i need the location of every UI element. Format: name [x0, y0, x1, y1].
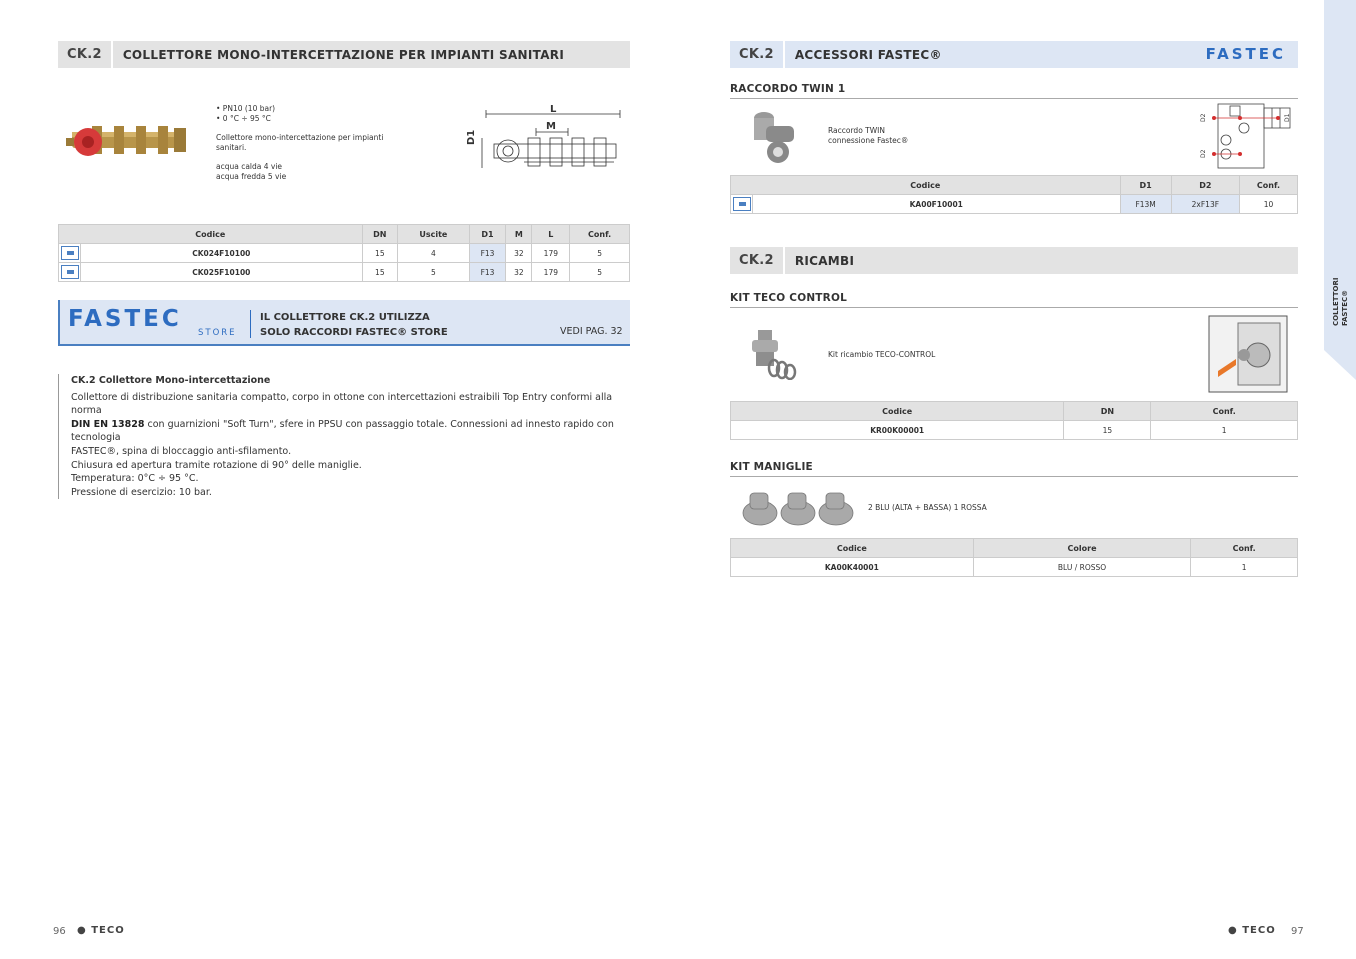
- table-header-row: [59, 225, 630, 244]
- dim-m-label: M: [546, 121, 556, 132]
- kit-maniglie-description: 2 BLU (ALTA + BASSA) 1 ROSSA: [868, 503, 987, 512]
- col-conf: Conf.: [1191, 539, 1298, 558]
- kit-maniglie-table: [730, 538, 1298, 577]
- description-text: con guarnizioni "Soft Turn", sfere in PPSU con passaggio totale. Connessioni ad innesto rapido con tecnologia: [71, 418, 614, 444]
- col-codice: Codice: [731, 539, 974, 558]
- col-conf: Conf.: [1151, 402, 1298, 421]
- col-m: M: [506, 225, 532, 244]
- table-row: [59, 263, 630, 282]
- table-header-row: [731, 402, 1298, 421]
- table-row: [731, 421, 1298, 440]
- cell-d1: F13: [469, 244, 506, 263]
- cell-d2: 2xF13F: [1171, 195, 1239, 214]
- fastec-store-banner: [58, 300, 630, 346]
- section-code: CK.2: [58, 41, 113, 68]
- dim-d1-label: D1: [1284, 113, 1291, 122]
- description-line: Collettore di distribuzione sanitaria compatto, corpo in ottone con intercettazioni estraibili Top Entry conformi alla norma: [71, 391, 613, 417]
- manifold-table: [58, 224, 630, 282]
- raccordo-desc-line: Raccordo TWIN: [828, 126, 885, 135]
- cell-conf: 5: [570, 244, 630, 263]
- description-line: Chiusura ed apertura tramite rotazione di 90° delle maniglie.: [71, 459, 362, 471]
- kit-teco-install-diagram: [1208, 315, 1288, 393]
- cell-dn: 15: [1064, 421, 1151, 440]
- product-long-description: [58, 374, 638, 499]
- table-header-row: [731, 539, 1298, 558]
- section-title: ACCESSORI FASTEC®: [794, 47, 942, 62]
- kit-teco-control-image: [748, 328, 798, 380]
- col-colore: Colore: [973, 539, 1191, 558]
- kit-maniglie-title: KIT MANIGLIE: [730, 461, 1298, 477]
- section-title: RICAMBI: [794, 253, 855, 268]
- col-d1: D1: [469, 225, 506, 244]
- col-l: L: [532, 225, 570, 244]
- cell-dn: 15: [362, 263, 397, 282]
- fastec-logo: FASTEC: [68, 306, 182, 332]
- ricambi-section-header: [730, 247, 1298, 274]
- cell-uscite: 5: [398, 263, 470, 282]
- col-codice: Codice: [59, 225, 363, 244]
- manifold-product-image: [66, 122, 190, 162]
- dim-l-label: L: [550, 104, 557, 115]
- cell-d1: F13M: [1120, 195, 1171, 214]
- table-row: [731, 558, 1298, 577]
- side-tab-label: [1332, 206, 1350, 326]
- raccordo-twin-image: [750, 106, 800, 164]
- cell-conf: 10: [1239, 195, 1297, 214]
- dim-d2-label-top: D2: [1200, 113, 1207, 122]
- teco-brand-text: TECO: [91, 925, 125, 936]
- col-d2: D2: [1171, 176, 1239, 195]
- left-section-header: [58, 41, 630, 68]
- cell-colore: BLU / ROSSO: [973, 558, 1191, 577]
- raccordo-description: [828, 126, 908, 145]
- raccordo-technical-drawing: [1200, 100, 1296, 172]
- cell-codice: KA00K40001: [731, 558, 974, 577]
- dim-d1-label: D1: [466, 129, 477, 145]
- cell-conf: 1: [1151, 421, 1298, 440]
- col-conf: Conf.: [570, 225, 630, 244]
- banner-line-2: SOLO RACCORDI FASTEC® STORE: [260, 327, 448, 338]
- page-number-left: 96: [53, 926, 66, 937]
- page-number-right: 97: [1291, 926, 1304, 937]
- banner-divider: [250, 310, 251, 338]
- teco-brand-text: TECO: [1242, 925, 1276, 936]
- product-type-icon: [59, 263, 81, 282]
- section-code: CK.2: [730, 41, 785, 68]
- cell-m: 32: [506, 244, 532, 263]
- teco-mark-icon: ●: [77, 925, 87, 936]
- side-tab-line: COLLETTORI: [1332, 277, 1340, 326]
- kit-teco-description: Kit ricambio TECO-CONTROL: [828, 350, 936, 359]
- description-line: FASTEC®, spina di bloccaggio anti-sfilamento.: [71, 445, 292, 457]
- product-type-icon: [731, 195, 753, 214]
- norm-reference: DIN EN 13828: [71, 418, 145, 430]
- spec-temperature: • 0 °C ÷ 95 °C: [216, 113, 271, 123]
- raccordo-table: [730, 175, 1298, 214]
- cell-uscite: 4: [398, 244, 470, 263]
- col-dn: DN: [1064, 402, 1151, 421]
- fastec-logo-store: STORE: [198, 328, 237, 338]
- description-line: [71, 418, 638, 445]
- variant-list: [216, 162, 286, 181]
- side-tab-line: FASTEC®: [1341, 289, 1349, 326]
- kit-maniglie-image: [740, 487, 858, 529]
- teco-mark-icon: ●: [1228, 925, 1238, 936]
- cell-conf: 1: [1191, 558, 1298, 577]
- cell-codice: KR00K00001: [731, 421, 1064, 440]
- raccordo-desc-line: connessione Fastec®: [828, 135, 909, 145]
- dim-d2-label-bottom: D2: [1200, 149, 1207, 158]
- col-dn: DN: [362, 225, 397, 244]
- teco-logo-right: [1228, 925, 1276, 936]
- col-codice: Codice: [731, 402, 1064, 421]
- kit-teco-title: KIT TECO CONTROL: [730, 292, 1298, 308]
- cell-codice: CK025F10100: [81, 263, 363, 282]
- spec-list: [216, 104, 275, 123]
- spec-pressure: • PN10 (10 bar): [216, 104, 276, 113]
- teco-logo-left: [77, 925, 125, 936]
- fastec-logo-header: FASTEC: [1205, 45, 1286, 63]
- accessori-section-header: [730, 41, 1298, 68]
- table-header-row: [731, 176, 1298, 195]
- cell-codice: KA00F10001: [753, 195, 1121, 214]
- product-description: Collettore mono-intercettazione per impianti sanitari.: [216, 133, 384, 152]
- section-code: CK.2: [730, 247, 785, 274]
- cell-d1: F13: [469, 263, 506, 282]
- raccordo-title: RACCORDO TWIN 1: [730, 83, 1298, 99]
- table-row: [59, 244, 630, 263]
- banner-line-1: IL COLLETTORE CK.2 UTILIZZA: [260, 312, 430, 323]
- description-title: CK.2 Collettore Mono-intercettazione: [71, 375, 271, 386]
- cell-conf: 5: [570, 263, 630, 282]
- description-line: Temperatura: 0°C ÷ 95 °C.: [71, 473, 199, 485]
- col-codice: Codice: [731, 176, 1121, 195]
- cell-codice: CK024F10100: [81, 244, 363, 263]
- banner-text: [260, 310, 448, 340]
- variant-cold: acqua fredda 5 vie: [216, 171, 287, 181]
- col-d1: D1: [1120, 176, 1171, 195]
- product-type-icon: [59, 244, 81, 263]
- cell-l: 179: [532, 244, 570, 263]
- col-uscite: Uscite: [398, 225, 470, 244]
- table-row: [731, 195, 1298, 214]
- cell-l: 179: [532, 263, 570, 282]
- variant-hot: acqua calda 4 vie: [216, 162, 283, 171]
- cell-m: 32: [506, 263, 532, 282]
- description-line: Pressione di esercizio: 10 bar.: [71, 486, 212, 498]
- section-title: COLLETTORE MONO-INTERCETTAZIONE PER IMPIANTI SANITARI: [122, 47, 565, 62]
- manifold-technical-drawing: [464, 104, 626, 176]
- banner-page-ref: VEDI PAG. 32: [560, 326, 623, 337]
- cell-dn: 15: [362, 244, 397, 263]
- kit-teco-table: [730, 401, 1298, 440]
- col-conf: Conf.: [1239, 176, 1297, 195]
